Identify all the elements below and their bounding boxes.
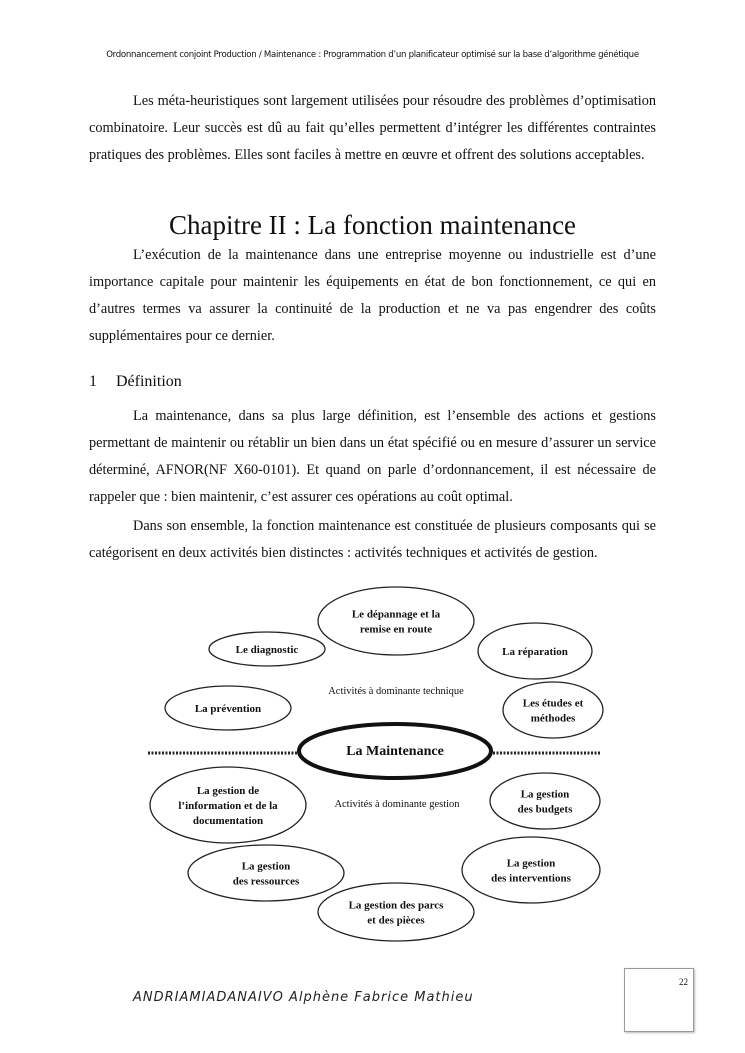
node-ellipse xyxy=(462,837,600,903)
node-label: méthodes xyxy=(530,712,576,725)
paragraph: Les méta-heuristiques sont largement utilisées pour résoudre des problèmes d’optimisation combinatoire. Leur succès est dû au fait qu’elles permettent d’intégrer les différentes contraintes pratiques des problèmes. Elles sont faciles à mettre en œuvre et offrent des solutions acceptables. xyxy=(89,93,656,163)
technical-activities-label: Activités à dominante technique xyxy=(328,686,464,697)
section-heading: 1 Définition xyxy=(89,373,182,390)
chapter-title: Chapitre II : La fonction maintenance xyxy=(168,210,577,240)
node-label: Le diagnostic xyxy=(235,644,299,656)
diagram-node xyxy=(478,623,592,679)
diagram-node xyxy=(188,845,344,901)
diagram-node xyxy=(503,682,603,738)
paragraph: Dans son ensemble, la fonction maintenance est constituée de plusieurs composants qui se catégorisent en deux activités bien distinctes : activités techniques et activités de gestion. xyxy=(89,518,656,561)
diagram-node xyxy=(490,773,600,829)
node-label: des interventions xyxy=(491,872,571,885)
node-label: Les études et xyxy=(522,697,584,710)
node-label: La gestion xyxy=(520,788,570,801)
running-header: Ordonnancement conjoint Production / Maintenance : Programmation d’un planificateur optimisé sur la base d’algorithme génétique xyxy=(106,50,639,60)
diagram-node xyxy=(462,837,600,903)
diagram-node xyxy=(209,632,325,666)
node-label: La gestion xyxy=(241,860,291,873)
center-label: La Maintenance xyxy=(346,744,444,759)
node-label: La gestion de xyxy=(196,785,260,797)
node-label: La gestion des parcs xyxy=(348,899,444,912)
node-label: l’information et de la xyxy=(178,800,278,812)
node-label: des ressources xyxy=(232,875,300,888)
node-label: et des pièces xyxy=(367,914,425,927)
node-ellipse xyxy=(503,682,603,738)
diagram-node xyxy=(318,587,474,655)
management-activities-label: Activités à dominante gestion xyxy=(334,799,460,810)
node-label: des budgets xyxy=(517,803,573,816)
node-ellipse xyxy=(318,883,474,941)
node-label: La réparation xyxy=(502,646,568,658)
diagram-node xyxy=(150,767,306,843)
node-label: La gestion xyxy=(506,857,556,870)
diagram-node xyxy=(165,686,291,730)
paragraph: La maintenance, dans sa plus large définition, est l’ensemble des actions et gestions permettant de maintenir ou rétablir un bien dans un état spécifié ou en mesure d’assurer un service déterminé, AFNOR(NF X60-0101). Et quand on parle d’ordonnancement, il est nécessaire de rappeler que : bien maintenir, c’est assurer ces opérations au coût optimal. xyxy=(89,408,656,505)
page-number: 22 xyxy=(679,977,688,987)
node-ellipse xyxy=(490,773,600,829)
paragraph: L’exécution de la maintenance dans une entreprise moyenne ou industrielle est d’une importance capitale pour maintenir les équipements en état de bon fonctionnement, ce qui en d’autres termes va assurer la continuité de la production et ne va pas engendrer des coûts supplémentaires pour ce dernier. xyxy=(89,247,656,344)
node-ellipse xyxy=(188,845,344,901)
node-ellipse xyxy=(318,587,474,655)
footer-author: ANDRIAMIADANAIVO Alphène Fabrice Mathieu xyxy=(133,990,474,1005)
diagram-node xyxy=(318,883,474,941)
node-label: remise en route xyxy=(359,623,433,636)
node-label: La prévention xyxy=(194,703,262,715)
node-label: Le dépannage et la xyxy=(351,608,441,621)
node-label: documentation xyxy=(192,815,264,827)
